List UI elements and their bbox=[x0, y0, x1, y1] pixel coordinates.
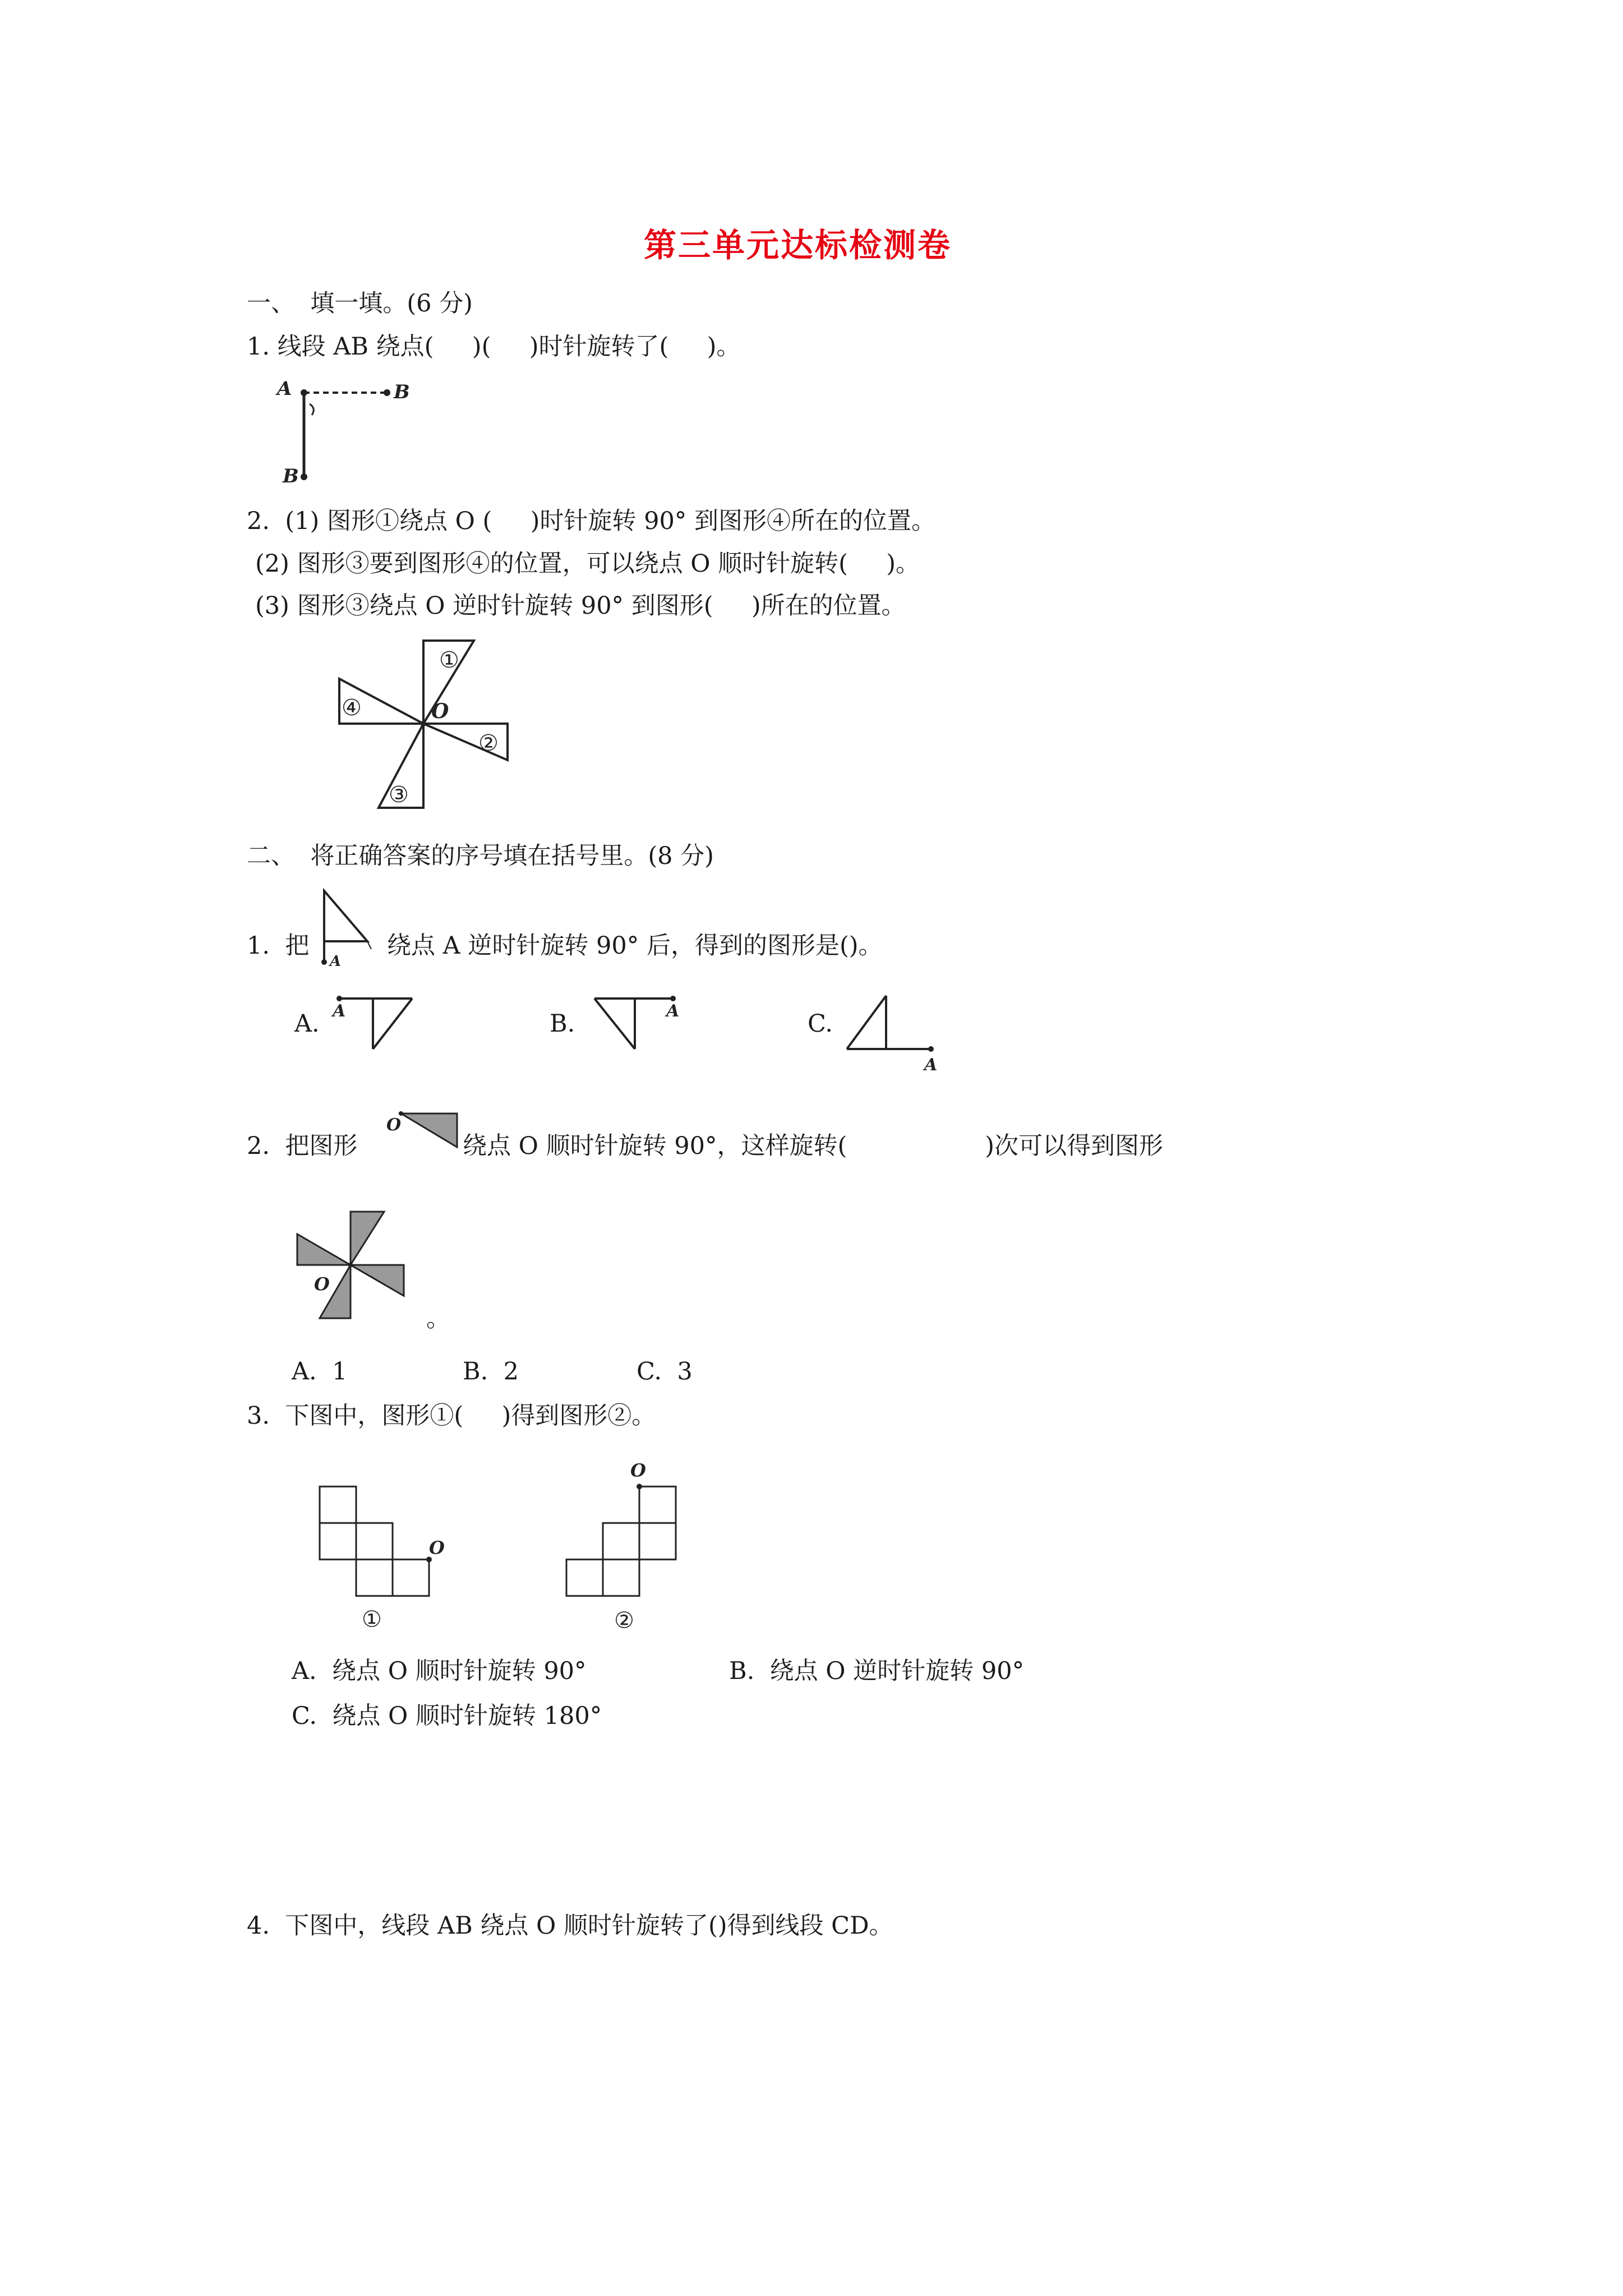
s2-q2-pinwheel-figure bbox=[286, 1206, 432, 1329]
section2-heading: 二、 将正确答案的序号填在括号里。(8 分) bbox=[247, 842, 714, 870]
s2-q2-prefix: 2. 把图形 bbox=[247, 1132, 358, 1160]
s2-q3-fig1-label: ① bbox=[362, 1607, 382, 1632]
s1-q2-line1: 2. (1) 图形①绕点 O ( )时针旋转 90° 到图形④所在的位置。 bbox=[247, 507, 935, 535]
s2-q1-text: 绕点 A 逆时针旋转 90° 后，得到的图形是()。 bbox=[387, 932, 883, 960]
s2-q3-figure-2 bbox=[561, 1453, 740, 1638]
s1-q2-pinwheel-figure bbox=[334, 639, 558, 819]
s1-q1-label-b2: B bbox=[283, 465, 299, 487]
s2-q4-text: 4. 下图中，线段 AB 绕点 O 顺时针旋转了()得到线段 CD。 bbox=[247, 1912, 893, 1940]
s2-q2-option-b: B. 2 bbox=[463, 1358, 519, 1386]
s2-q3-fig2-o: O bbox=[630, 1460, 646, 1481]
s2-q2-end-mark: 。 bbox=[426, 1305, 450, 1333]
s2-q3-text: 3. 下图中，图形①( )得到图形②。 bbox=[247, 1402, 656, 1430]
s2-q2-option-a: A. 1 bbox=[292, 1358, 348, 1386]
s2-q1-triangle-figure bbox=[320, 886, 381, 970]
pinwheel-center-o: O bbox=[431, 700, 449, 723]
s2-q1-option-c-label: C. bbox=[808, 1010, 833, 1038]
s2-q3-fig2-label: ② bbox=[614, 1608, 634, 1634]
s2-q2-text: 绕点 O 顺时针旋转 90°，这样旋转( )次可以得到图形 bbox=[463, 1132, 1164, 1160]
s2-q3-option-c: C. 绕点 O 顺时针旋转 180° bbox=[292, 1702, 602, 1730]
page-title: 第三单元达标检测卷 bbox=[644, 226, 952, 264]
s2-q1-option-b-figure bbox=[589, 987, 690, 1055]
s1-q1-label-b: B bbox=[394, 381, 410, 403]
pinwheel-label-3: ③ bbox=[389, 782, 409, 808]
s2-q1-option-b-label: B. bbox=[550, 1010, 575, 1038]
s1-q2-line2: (2) 图形③要到图形④的位置，可以绕点 O 顺时针旋转( )。 bbox=[255, 550, 920, 578]
s1-q1-label-a: A bbox=[277, 378, 292, 400]
s2-q3-fig1-o: O bbox=[429, 1537, 445, 1558]
pinwheel-label-1: ① bbox=[439, 647, 459, 673]
option-b-point: A bbox=[666, 1001, 680, 1021]
option-c-point: A bbox=[924, 1055, 938, 1075]
s2-q2-option-c: C. 3 bbox=[637, 1358, 693, 1386]
pinwheel-label-4: ④ bbox=[342, 695, 362, 721]
pinwheel-label-2: ② bbox=[478, 730, 499, 756]
option-a-point: A bbox=[333, 1001, 346, 1021]
s1-q2-line3: (3) 图形③绕点 O 逆时针旋转 90° 到图形( )所在的位置。 bbox=[255, 592, 906, 620]
s2-q1-option-a-label: A. bbox=[294, 1010, 320, 1038]
s2-q1-option-a-figure bbox=[328, 987, 418, 1055]
s2-q2-shaded-triangle bbox=[384, 1102, 463, 1158]
s2-q3-option-b: B. 绕点 O 逆时针旋转 90° bbox=[729, 1657, 1025, 1685]
s2-q3-option-a: A. 绕点 O 顺时针旋转 90° bbox=[292, 1657, 587, 1685]
s1-q1-text: 1. 线段 AB 绕点( )( )时针旋转了( )。 bbox=[247, 333, 741, 361]
s2-q1-prefix: 1. 把 bbox=[247, 932, 310, 960]
s2-q2-point-o: O bbox=[386, 1115, 402, 1135]
s2-q1-point-a: A bbox=[330, 953, 342, 970]
s1-q1-segment-figure bbox=[275, 370, 421, 487]
s2-q1-option-c-figure bbox=[841, 987, 942, 1075]
s2-q2-pinwheel-o: O bbox=[314, 1273, 330, 1295]
section1-heading: 一、 填一填。(6 分) bbox=[247, 289, 473, 318]
s2-q3-figure-1 bbox=[314, 1458, 494, 1638]
